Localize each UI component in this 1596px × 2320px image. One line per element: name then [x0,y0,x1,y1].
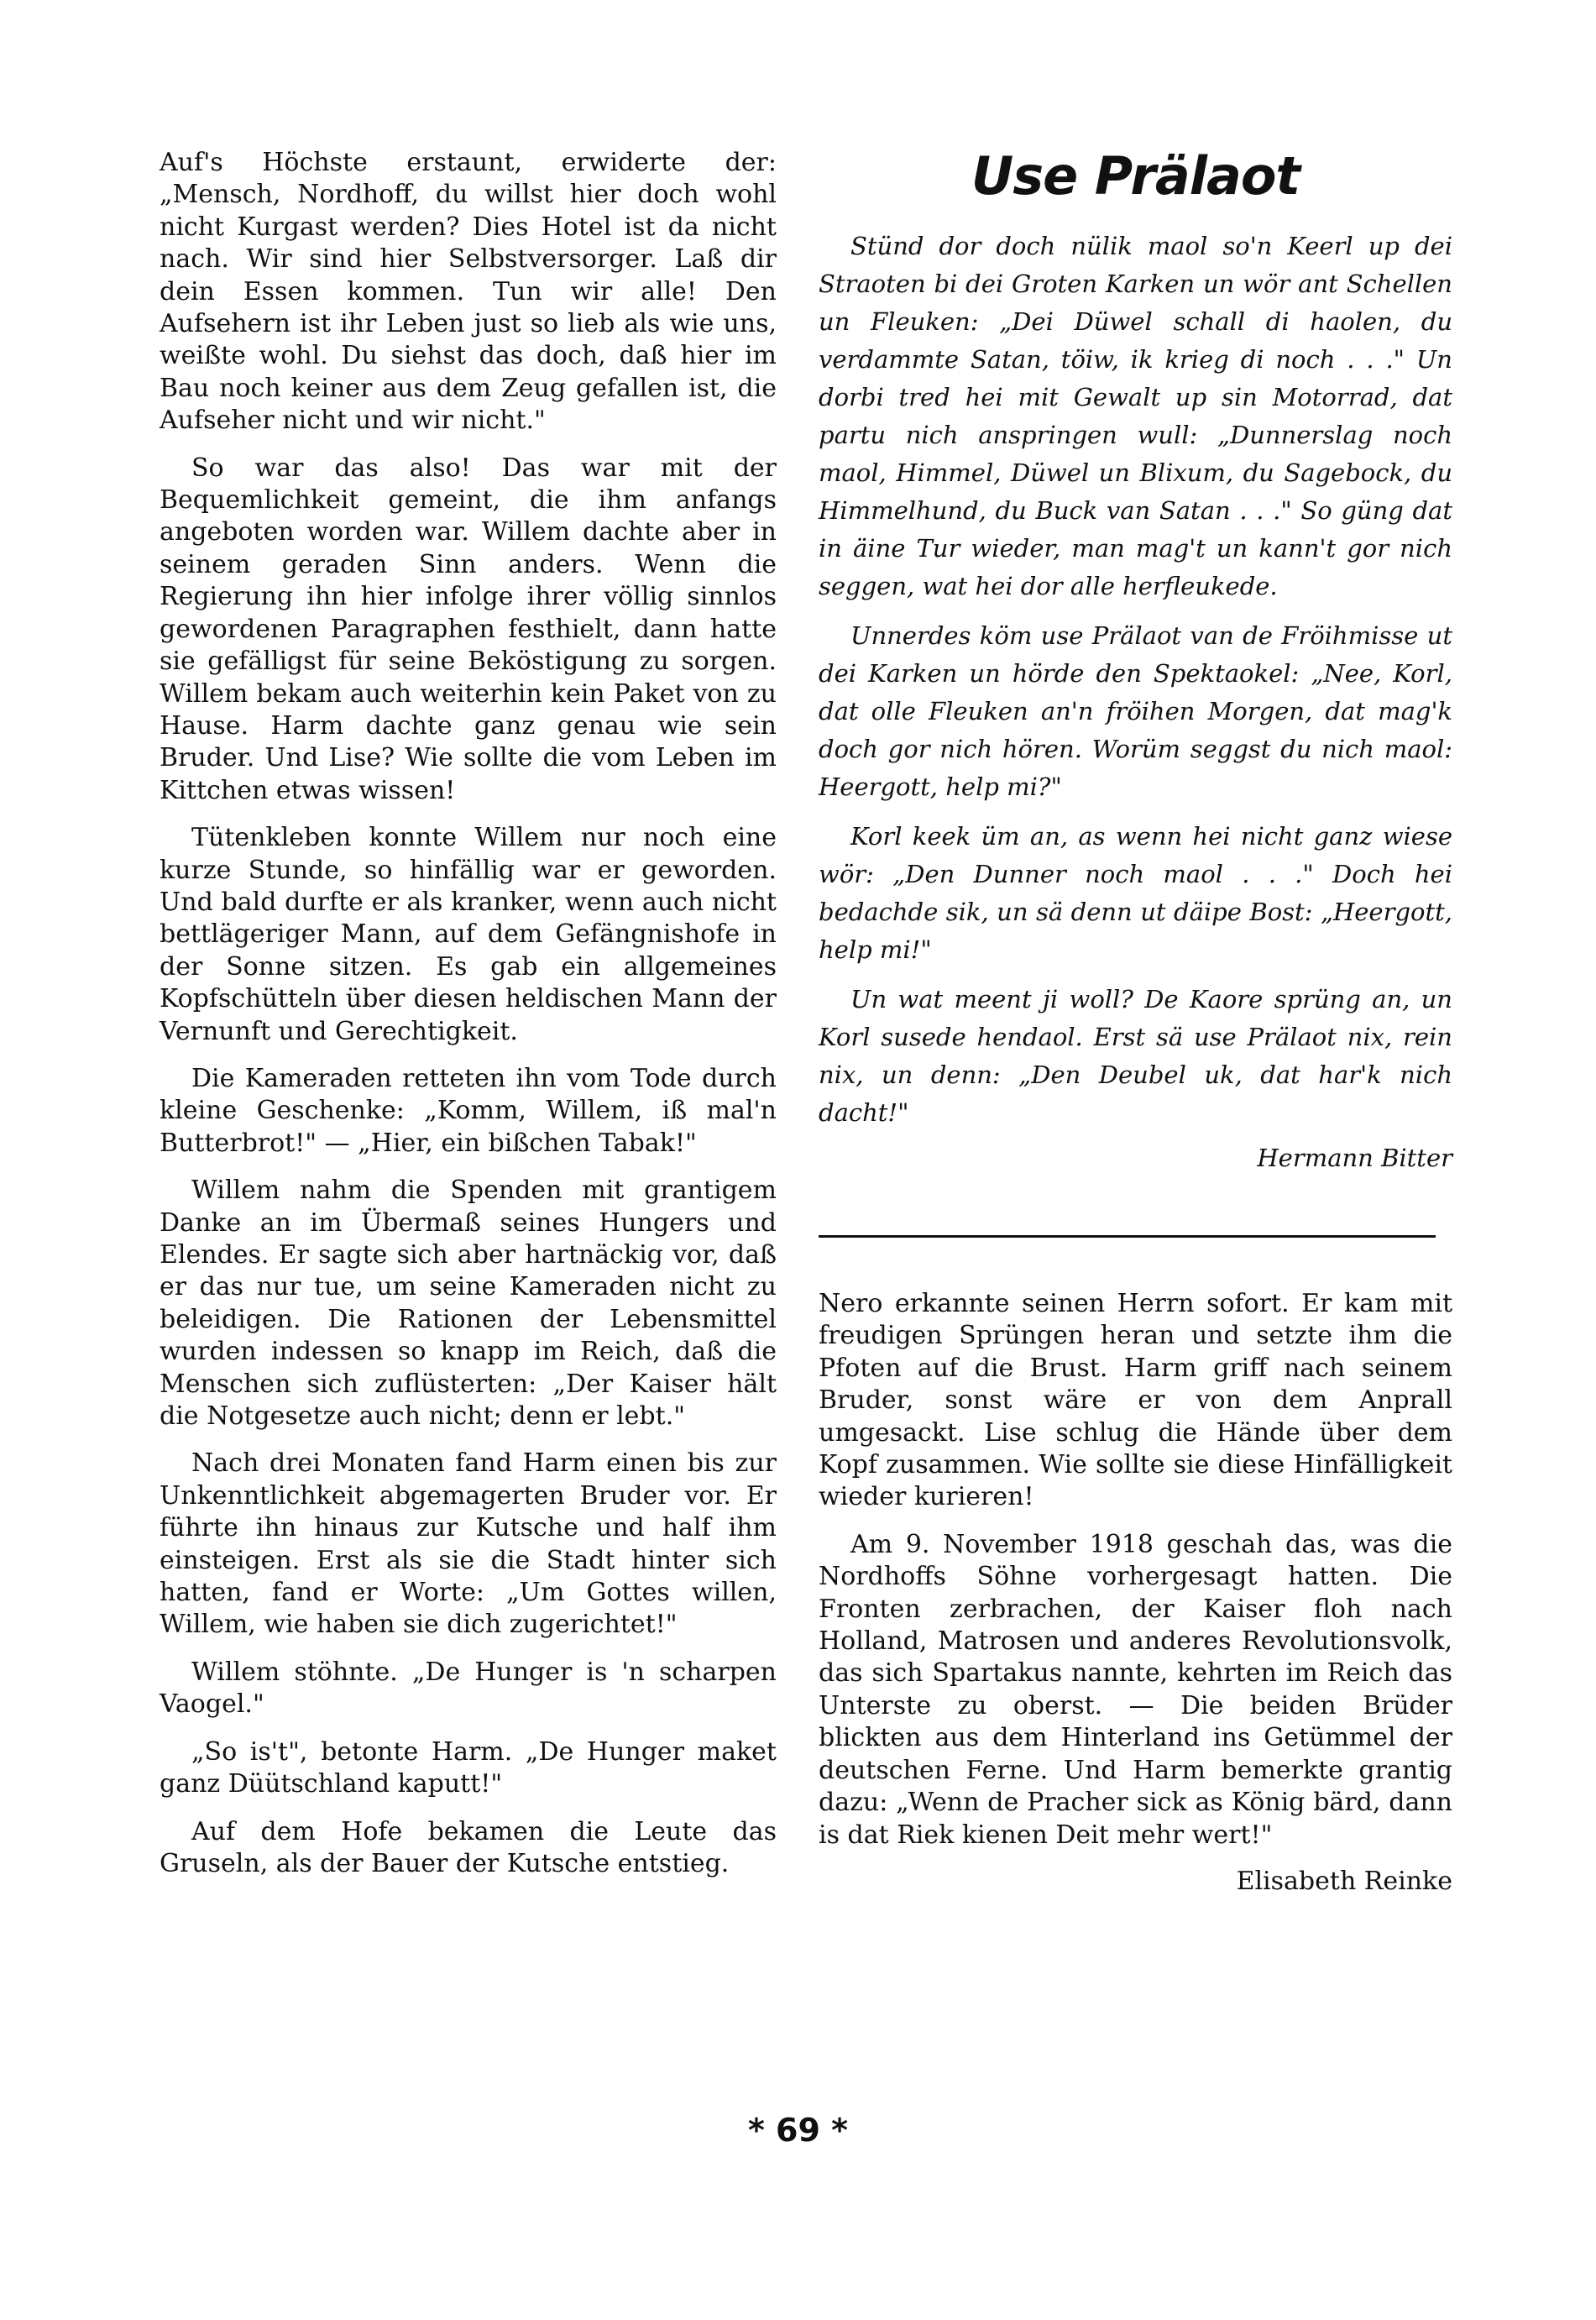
page-number: * 69 * [747,2112,849,2149]
author-byline: Elisabeth Reinke [1236,1866,1452,1896]
right-column [819,147,1452,1896]
paragraph: Un wat meent ji woll? De Kaore sprüng an, un Korl susede hendaol. Erst sä use Prälaot nix, rein nix, un denn: „Den Deubel uk, dat har'k nich dacht!" [819,985,1452,1127]
paragraph: Tütenkleben konnte Willem nur noch eine kurze Stunde, so hinfällig war er geworden. Und bald durfte er als kranker, wenn auch nicht bettlägeriger Mann, auf dem Gefängnishofe in der Sonne sitzen. Es gab ein allgemeines Kopfschütteln über diesen heldischen Mann der Vernunft und Gerechtigkeit. [160,823,777,1046]
paragraph: Willem stöhnte. „De Hunger is 'n scharpen Vaogel." [160,1657,777,1720]
author-byline: Hermann Bitter [1257,1144,1452,1172]
paragraph: Nero erkannte seinen Herrn sofort. Er kam mit freudigen Sprüngen heran und setzte ihm die Pfoten auf die Brust. Harm griff nach seinem Bruder, sonst wäre er von dem Anprall umgesackt. Lise schlug die Hände über dem Kopf zusammen. Wie sollte sie diese Hinfälligkeit wieder kurieren! [819,1289,1452,1512]
section-divider [819,1235,1436,1238]
left-column [160,147,777,1895]
paragraph: Willem nahm die Spenden mit grantigem Danke an im Übermaß seines Hungers und Elendes. Er sagte sich aber hartnäckig vor, daß er das nur tue, um seine Kameraden nicht zu beleidigen. Die Rationen der Lebensmittel wurden indessen so knapp im Reich, daß die Menschen sich zuflüsterten: „Der Kaiser hält die Notgesetze auch nicht; denn er lebt." [160,1176,777,1432]
paragraph: Auf dem Hofe bekamen die Leute das Gruseln, als der Bauer der Kutsche entstieg. [160,1816,777,1878]
paragraph: Korl keek üm an, as wenn hei nicht ganz wiese wör: „Den Dunner noch maol . . ." Doch hei bedachde sik, un sä denn ut däipe Bost: „Heergott, help mi!" [819,822,1452,964]
paragraph: Am 9. November 1918 geschah das, was die Nordhoffs Söhne vorhergesagt hatten. Die Fronten zerbrachen, der Kaiser floh nach Holland, Matrosen und anderes Revolutionsvolk, das sich Spartakus nannte, kehrten im Reich das Unterste zu oberst. — Die beiden Brüder blickten aus dem Hinterland ins Getümmel der deutschen Ferne. Und Harm bemerkte grantig dazu: „Wenn de Pracher sick as König bärd, dann is dat Riek kienen Deit mehr wert!" [819,1529,1452,1850]
paragraph: So war das also! Das war mit der Bequemlichkeit gemeint, die ihm anfangs angeboten worden war. Willem dachte aber in seinem geraden Sinn anders. Wenn die Regierung ihn hier infolge ihrer völlig sinnlos gewordenen Paragraphen festhielt, dann hatte sie gefälligst für seine Beköstigung zu sorgen. Willem bekam auch weiterhin kein Paket von zu Hause. Harm dachte ganz genau wie sein Bruder. Und Lise? Wie sollte die vom Leben im Kittchen etwas wissen! [160,453,777,805]
dialect-story [819,228,1452,1172]
paragraph: Auf's Höchste erstaunt, erwiderte der: „Mensch, Nordhoff, du willst hier doch wohl nicht Kurgast werden? Dies Hotel ist da nicht nach. Wir sind hier Selbstversorger. Laß dir dein Essen kommen. Tun wir alle! Den Aufsehern ist ihr Leben just so lieb als wie uns, weißte wohl. Du siehst das doch, daß hier im Bau noch keiner aus dem Zeug gefallen ist, die Aufseher nicht und wir nicht." [160,148,777,436]
paragraph: Unnerdes köm use Prälaot van de Fröihmisse ut dei Karken un hörde den Spektaokel: „Nee, Korl, dat olle Fleuken an'n fröihen Morgen, dat mag'k doch gor nich hören. Worüm seggst du nich maol: Heergott, help mi?" [819,621,1452,801]
paragraph: „So is't", betonte Harm. „De Hunger maket ganz Düütschland kaputt!" [160,1736,777,1799]
article-title: Use Prälaot [971,145,1300,207]
paragraph: Stünd dor doch nülik maol so'n Keerl up dei Straoten bi dei Groten Karken un wör ant Schellen un Fleuken: „Dei Düwel schall di haolen, du verdammte Satan, töiw, ik krieg di noch . . ." Un dorbi tred hei mit Gewalt up sin Motorrad, dat partu nich anspringen wull: „Dunnerslag noch maol, Himmel, Düwel un Blixum, du Sagebock, du Himmelhund, du Buck van Satan . . ." So güng dat in äine Tur wieder, man mag't un kann't gor nich seggen, wat hei dor alle herfleukede. [819,232,1452,600]
paragraph: Nach drei Monaten fand Harm einen bis zur Unkenntlichkeit abgemagerten Bruder vor. Er führte ihn hinaus zur Kutsche und half ihm einsteigen. Erst als sie die Stadt hinter sich hatten, fand er Worte: „Um Gottes willen, Willem, wie haben sie dich zugerichtet!" [160,1448,777,1640]
paragraph: Die Kameraden retteten ihn vom Tode durch kleine Geschenke: „Komm, Willem, iß mal'n Butterbrot!" — „Hier, ein bißchen Tabak!" [160,1063,777,1158]
